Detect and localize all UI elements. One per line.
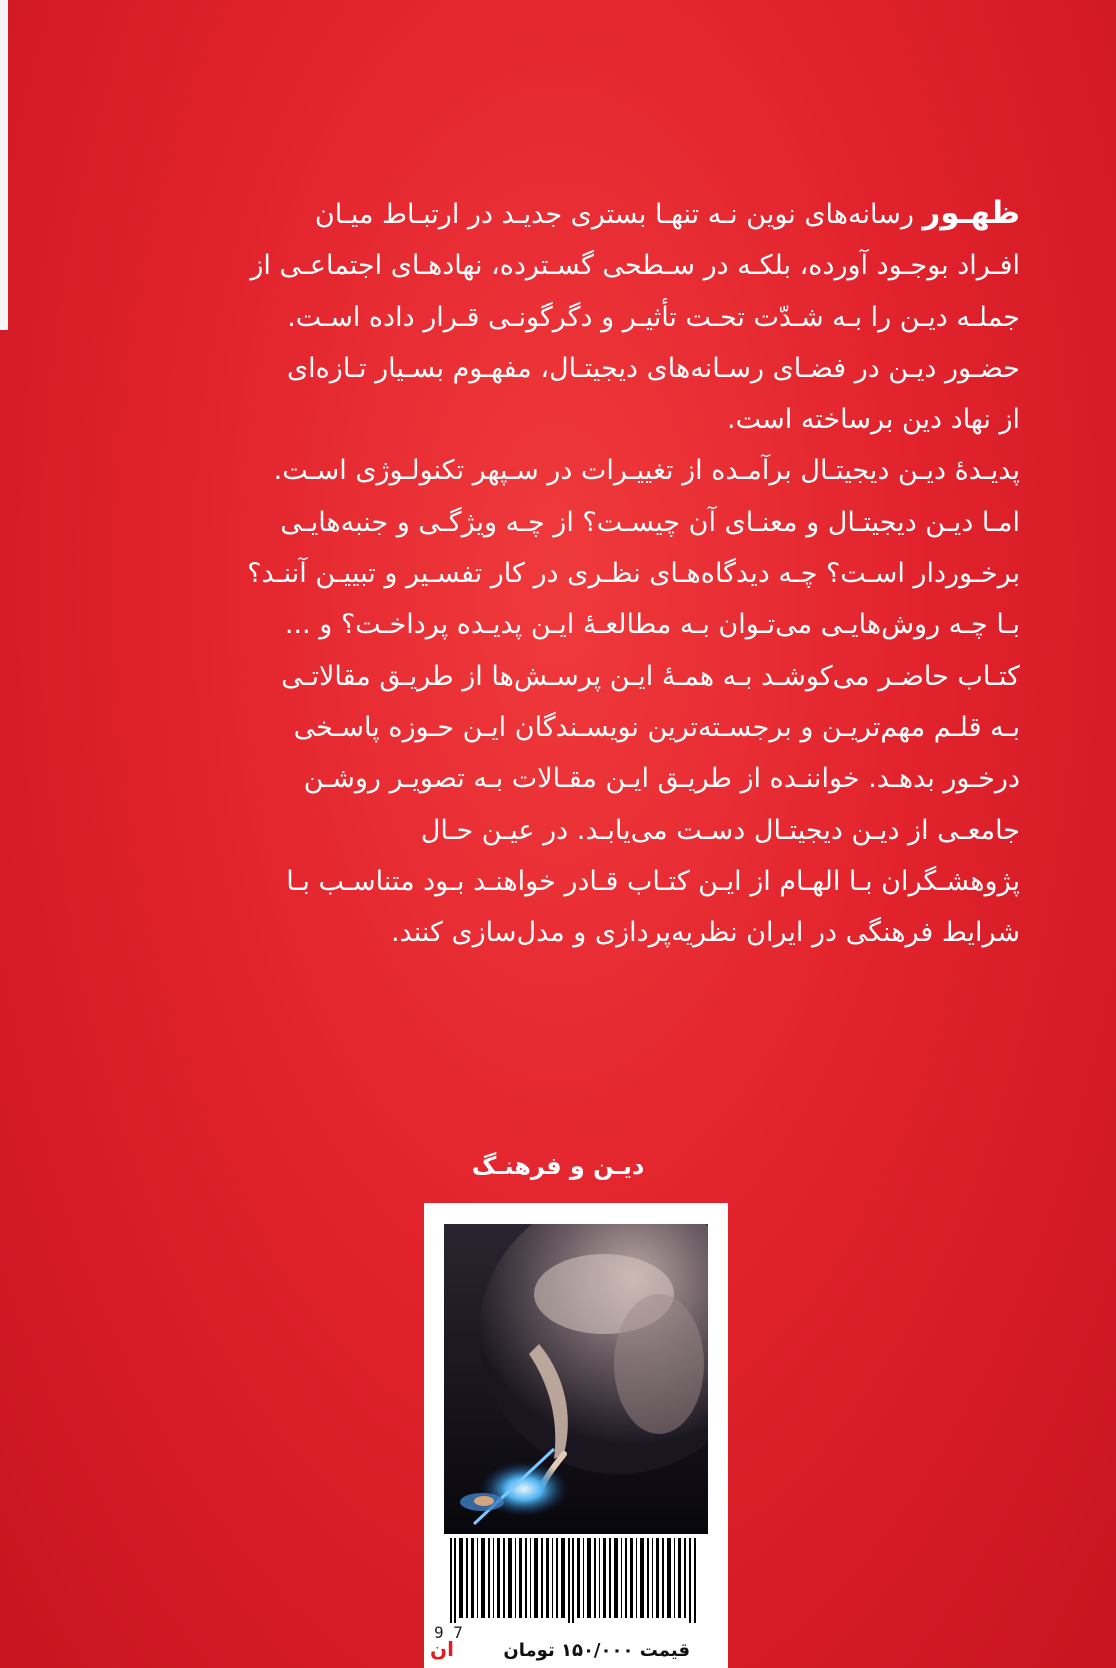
blurb-line: درخـور بدهـد. خواننـده از طریـق ایـن مقـالات بـه تصویـر روشـن <box>303 763 1020 795</box>
blurb-line: حضـور دیـن در فضـای رسـانه‌های دیجیتـال، مفهـوم بسـیار تـازه‌ای <box>287 352 1020 384</box>
blurb-line: جامعـی از دیـن دیجیتـال دسـت می‌یابـد. در عیـن حـال <box>420 814 1020 846</box>
series-title: دیـن و فرهنـگ <box>471 1152 645 1180</box>
blurb-line-text: رسانه‌های نوین نـه تنهـا بستری جدیـد در ارتبـاط میـان <box>314 199 914 230</box>
blurb-line: بـا چـه روش‌هایـی می‌تـوان بـه مطالعـهٔ ایـن پدیـده پرداخـت؟ و ... <box>284 609 1020 641</box>
blurb-line <box>140 188 1020 240</box>
blurb-line: بـه قلـم مهم‌تریـن و برجسـته‌ترین نویسـندگان ایـن حـوزه پاسـخی <box>293 711 1020 743</box>
blurb-lead-word: ظهـور <box>922 195 1020 231</box>
isbn-digits: 9 7 <box>434 1623 463 1642</box>
price-text: قیمت ۱۵۰/۰۰۰ تومان <box>503 1640 690 1661</box>
blurb-line: کتـاب حاضـر می‌کوشـد بـه همـهٔ ایـن پرسـش‌ها از طریـق مقالاتـی <box>281 660 1020 692</box>
blurb-line: شرایط فرهنگی در ایران نظریه‌پردازی و مدل‌سازی کنند. <box>390 917 1020 949</box>
page-edge-strip <box>0 0 8 330</box>
blurb-line: امـا دیـن دیجیتـال و معنـای آن چیسـت؟ از چـه ویژگـی و جنبه‌هایـی <box>280 506 1020 538</box>
isbn-barcode <box>444 1538 708 1623</box>
price-label-sticker <box>424 1203 728 1668</box>
blurb-line: پژوهشـگران بـا الهـام از ایـن کتـاب قـادر خواهنـد بـود متناسـب بـا <box>286 865 1020 897</box>
blurb-line: افـراد بوجـود آورده، بلکـه در سـطحی گسـترده، نهادهـای اجتماعـی از <box>250 250 1020 282</box>
blurb-line: جملـه دیـن را بـه شـدّت تحـت تأثیـر و دگرگونـی قـرار داده اسـت. <box>287 301 1020 333</box>
cover-artwork-image <box>444 1224 708 1534</box>
blurb-text <box>140 188 1020 958</box>
blurb-line: از نهاد دین برساخته است. <box>727 404 1020 436</box>
blurb-line: برخـوردار اسـت؟ چـه دیدگاه‌هـای نظـری در کار تفسـیر و تبییـن آننـد؟ <box>247 558 1020 590</box>
publisher-logo: ان <box>430 1637 454 1661</box>
blurb-line: پدیـدهٔ دیـن دیجیتـال برآمـده از تغییـرات در سـپهر تکنولـوژی اسـت. <box>273 455 1020 487</box>
